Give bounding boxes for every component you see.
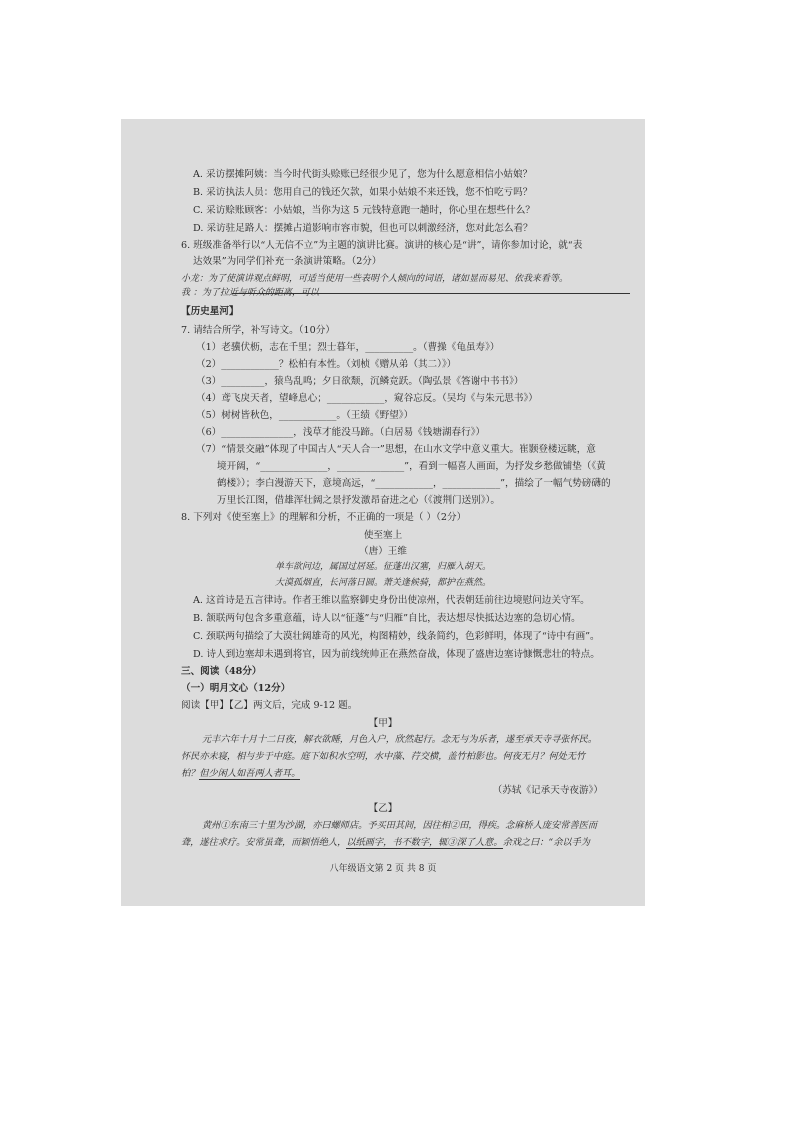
q6-stem-line2: 达效果”为同学们补充一条演讲策略。（2分） xyxy=(193,256,382,267)
exam-page xyxy=(121,119,645,906)
poem-line-2: 大漠孤烟直，长河落日圆。萧关逢候骑，都护在燕然。 xyxy=(274,578,491,588)
q7-item-6: （6）_______________，浅草才能没马蹄。（白居易《钱塘湖春行》） xyxy=(196,427,486,438)
q8-option-c: C. 颈联两句描绘了大漠壮阔雄奇的风光，构图精妙，线条简约，色彩鲜明，体现了“诗中有画”。 xyxy=(193,631,600,642)
q8-option-b: B. 颔联两句包含多重意蕴，诗人以“征蓬”与“归雁”自比，表达想尽快抵达边塞的急切心情。 xyxy=(193,613,581,624)
passage-jia-line-2: 怀民亦未寝，相与步于中庭。庭下如积水空明，水中藻、荇交横，盖竹柏影也。何夜无月？何处无竹 xyxy=(181,751,586,762)
underlined-sentence: 以纸画字，书不数字，辄③深了人意。 xyxy=(346,837,503,848)
q6-stem-line1: 6. 班级准备举行以“人无信不立”为主题的演讲比赛。演讲的核心是“讲”，请你参加讨论，就“表 xyxy=(181,240,583,251)
passage-jia-line-3: 柏？但少闲人如吾两人者耳。 xyxy=(181,768,301,779)
q5-option-b: B. 采访执法人员：您用自己的钱还欠款，如果小姑娘不来还钱，您不怕吃亏吗？ xyxy=(193,187,533,198)
passage-yi-line-1: 黄州①东南三十里为沙湖，亦曰螺师店。予买田其间，因往相②田，得疾。念麻桥人庞安常善医而 xyxy=(202,820,598,831)
q5-option-c: C. 采访赊账顾客：小姑娘，当你为这 5 元钱特意跑一趟时，你心里在想些什么？ xyxy=(193,205,535,216)
passage-jia-source: （苏轼《记承天寺夜游》） xyxy=(492,785,603,796)
q7-item-5: （5）树树皆秋色，____________。（王绩《野望》） xyxy=(196,410,414,421)
q8-stem: 8. 下列对《使至塞上》的理解和分析，不正确的一项是（ ）（2分） xyxy=(181,512,467,523)
passage-jia-title: 【甲】 xyxy=(368,718,398,729)
section-3-heading: 三、阅读（48分） xyxy=(181,666,262,677)
section-history-heading: 【历史星河】 xyxy=(181,306,239,317)
passage-jia-line-1: 元丰六年十月十二日夜，解衣欲睡，月色入户，欣然起行。念无与为乐者，遂至承天寺寻张怀民。 xyxy=(202,734,598,745)
q5-option-a: A. 采访摆摊阿姨：当今时代街头赊账已经很少见了，您为什么愿意相信小姑娘？ xyxy=(193,169,533,180)
passage-yi-line-2: 聋，遂往求疗。安常虽聋，而颖悟绝人，以纸画字，书不数字，辄③深了人意。余戏之曰：“余以手为 xyxy=(181,837,590,848)
poem-line-1: 单车欲问边，属国过居延。征蓬出汉塞，归雁入胡天。 xyxy=(274,562,491,572)
q7-item-7-line4: 万里长江图，借雄浑壮阔之景抒发激昂奋进之心（《渡荆门送别》）。 xyxy=(217,495,501,506)
q5-option-d: D. 采访驻足路人：摆摊占道影响市容市貌，但也可以刺激经济，您对此怎么看？ xyxy=(193,223,533,234)
q7-item-2: （2）____________？松柏有本性。（刘桢《赠从弟（其二）》） xyxy=(196,359,457,370)
passage-yi-title: 【乙】 xyxy=(368,803,398,814)
underlined-sentence: 但少闲人如吾两人者耳。 xyxy=(199,768,301,779)
page-footer: 八年级语文第 2 页 共 8 页 xyxy=(329,864,437,874)
reading-instruction: 阅读【甲】【乙】两文后，完成 9-12 题。 xyxy=(181,700,358,711)
q8-option-d: D. 诗人到边塞却未遇到将官，因为前线统帅正在燕然奋战，体现了盛唐边塞诗慷慨悲壮的特点。 xyxy=(193,649,600,660)
q8-option-a: A. 这首诗是五言律诗。作者王维以监察御史身份出使凉州，代表朝廷前往边境慰问边关守军。 xyxy=(193,595,590,606)
section-3-1-heading: （一）明月文心（12分） xyxy=(181,683,291,694)
q6-xiaolong-line: 小龙：为了使演讲观点鲜明，可适当使用一些表明个人倾向的词语，诸如显而易见、依我来看等。 xyxy=(181,274,569,284)
q7-item-1: （1）老骥伏枥，志在千里；烈士暮年，__________。（曹操《龟虽寿》） xyxy=(196,342,500,353)
q7-item-7-line3: 鹤楼》）；李白漫游天下，意境高远，“____________，____________”，描绘了一幅气势磅礴的 xyxy=(217,478,611,489)
q7-item-3: （3）_________，猿鸟乱鸣；夕日欲颓，沉鳞竞跃。（陶弘景《答谢中书书》） xyxy=(196,376,524,387)
q7-item-7-line2: 境开阔，“______________，______________”，看到一幅喜人画面，为抒发乡愁做铺垫（《黄 xyxy=(217,461,606,472)
poem-author: （唐）王维 xyxy=(359,546,407,557)
q7-item-4: （4）鸢飞戾天者，望峰息心；____________，窥谷忘反。（吴均《与朱元思书》） xyxy=(196,393,538,404)
q6-wo-line: 我 ：为了拉近与听众的距离，可以 xyxy=(181,288,319,298)
q7-title: 7. 请结合所学，补写诗文。（10分） xyxy=(181,325,335,336)
q7-item-7-line1: （7）“情景交融”体现了中国古人“天人合一”思想，在山水文学中意义重大。崔颢登楼远眺，意 xyxy=(196,444,596,455)
q6-answer-line[interactable] xyxy=(232,293,630,294)
poem-title: 使至塞上 xyxy=(363,530,403,541)
